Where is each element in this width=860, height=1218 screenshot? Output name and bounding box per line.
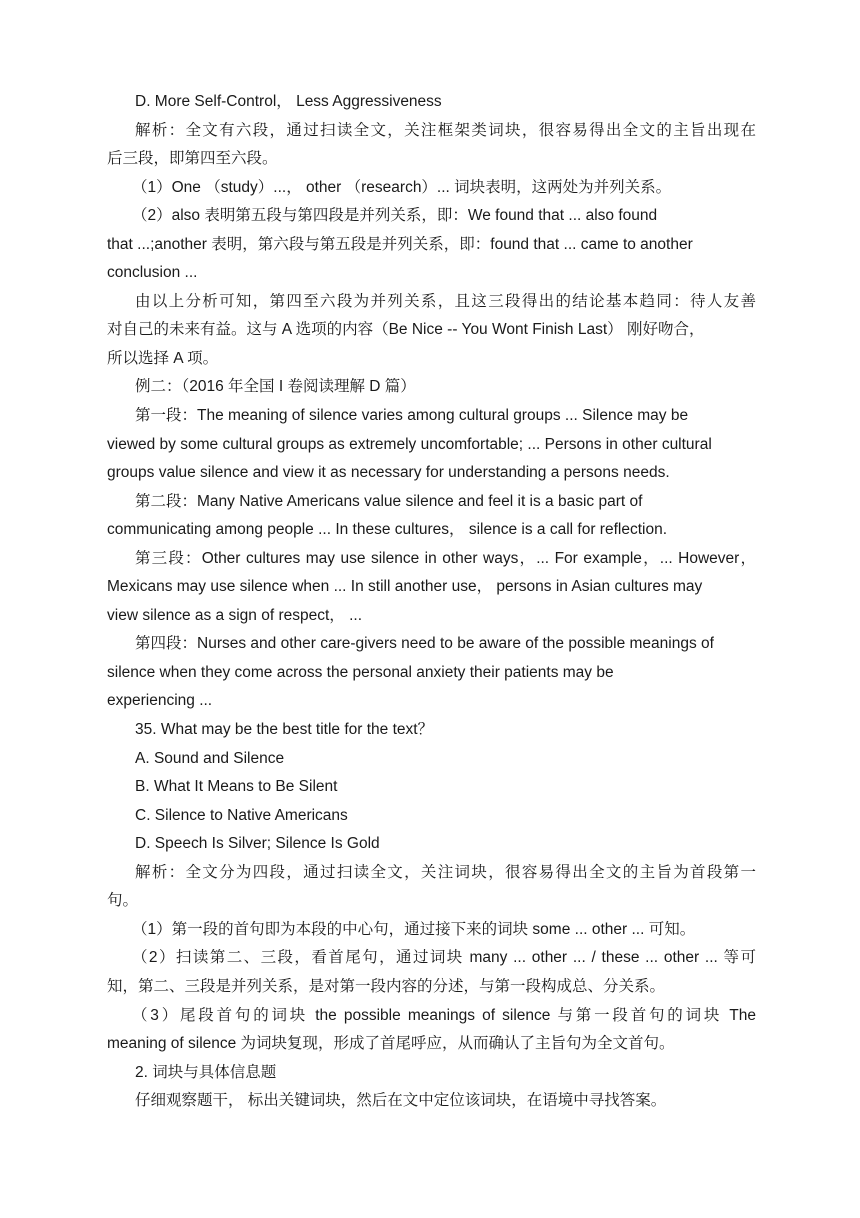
text-line: 后三段，即第四至六段。 — [107, 150, 278, 168]
text-line: meaning of silence 为词块复现，形成了首尾呼应，从而确认了主旨句为全文首句。 — [107, 1035, 675, 1053]
text-line: B. What It Means to Be Silent — [135, 778, 338, 796]
text-line: 解析：全文有六段，通过扫读全文，关注框架类词块，很容易得出全文的主旨出现在 — [135, 121, 756, 139]
text-line: communicating among people ... In these cultures， silence is a call for reflection. — [107, 521, 667, 539]
text-line: view silence as a sign of respect， ... — [107, 606, 363, 624]
text-line: conclusion ... — [107, 264, 198, 282]
text-line: silence when they come across the personal anxiety their patients may be — [107, 663, 614, 681]
text-line: （3）尾段首句的词块 the possible meanings of silence 与第一段首句的词块 The — [132, 1006, 756, 1024]
text-line: 句。 — [107, 892, 139, 910]
text-line: 解析：全文分为四段，通过扫读全文，关注词块，很容易得出全文的主旨为首段第一 — [135, 863, 756, 881]
text-line: 所以选择 A 项。 — [107, 349, 219, 367]
text-line: that ...;another 表明，第六段与第五段是并列关系，即：found that ... came to another — [107, 235, 693, 253]
text-line: C. Silence to Native Americans — [135, 806, 348, 824]
text-line: 2. 词块与具体信息题 — [135, 1063, 277, 1081]
text-line: 对自己的未来有益。这与 A 选项的内容（Be Nice -- You Wont Finish Last） 刚好吻合， — [107, 321, 705, 339]
text-line: 35. What may be the best title for the text？ — [135, 721, 434, 739]
text-line: （2）also 表明第五段与第四段是并列关系，即：We found that ... also found — [132, 207, 658, 225]
text-line: 例二：（2016 年全国 I 卷阅读理解 D 篇） — [135, 378, 416, 396]
document-body — [107, 88, 756, 1116]
text-line: （1）第一段的首句即为本段的中心句，通过接下来的词块 some ... other ... 可知。 — [132, 920, 696, 938]
text-line: experiencing ... — [107, 692, 213, 710]
text-line: 仔细观察题干， 标出关键词块，然后在文中定位该词块，在语境中寻找答案。 — [135, 1092, 667, 1110]
text-line: viewed by some cultural groups as extremely uncomfortable; ... Persons in other cultural — [107, 435, 712, 453]
text-line: A. Sound and Silence — [135, 749, 285, 767]
text-line: （2）扫读第二、三段，看首尾句，通过词块 many ... other ... / these ... other ... 等可 — [132, 949, 756, 967]
text-line: （1）One （study）...， other （research）... 词块表明，这两处为并列关系。 — [132, 178, 672, 196]
text-line: D. Speech Is Silver; Silence Is Gold — [135, 835, 380, 853]
text-line: 第四段：Nurses and other care-givers need to be aware of the possible meanings of — [135, 635, 714, 653]
text-line: groups value silence and view it as necessary for understanding a persons needs. — [107, 464, 670, 482]
text-line: 由以上分析可知，第四至六段为并列关系，且这三段得出的结论基本趋同：待人友善 — [135, 292, 756, 310]
text-line: D. More Self-Control， Less Aggressiveness — [135, 93, 442, 110]
text-line: 第三段：Other cultures may use silence in other ways，... For example，... However， — [135, 549, 756, 567]
text-line: Mexicans may use silence when ... In still another use， persons in Asian cultures may — [107, 578, 703, 596]
text-line: 第二段：Many Native Americans value silence and feel it is a basic part of — [135, 492, 643, 510]
text-line: 知，第二、三段是并列关系，是对第一段内容的分述，与第一段构成总、分关系。 — [107, 977, 666, 995]
text-line: 第一段：The meaning of silence varies among cultural groups ... Silence may be — [135, 407, 689, 425]
